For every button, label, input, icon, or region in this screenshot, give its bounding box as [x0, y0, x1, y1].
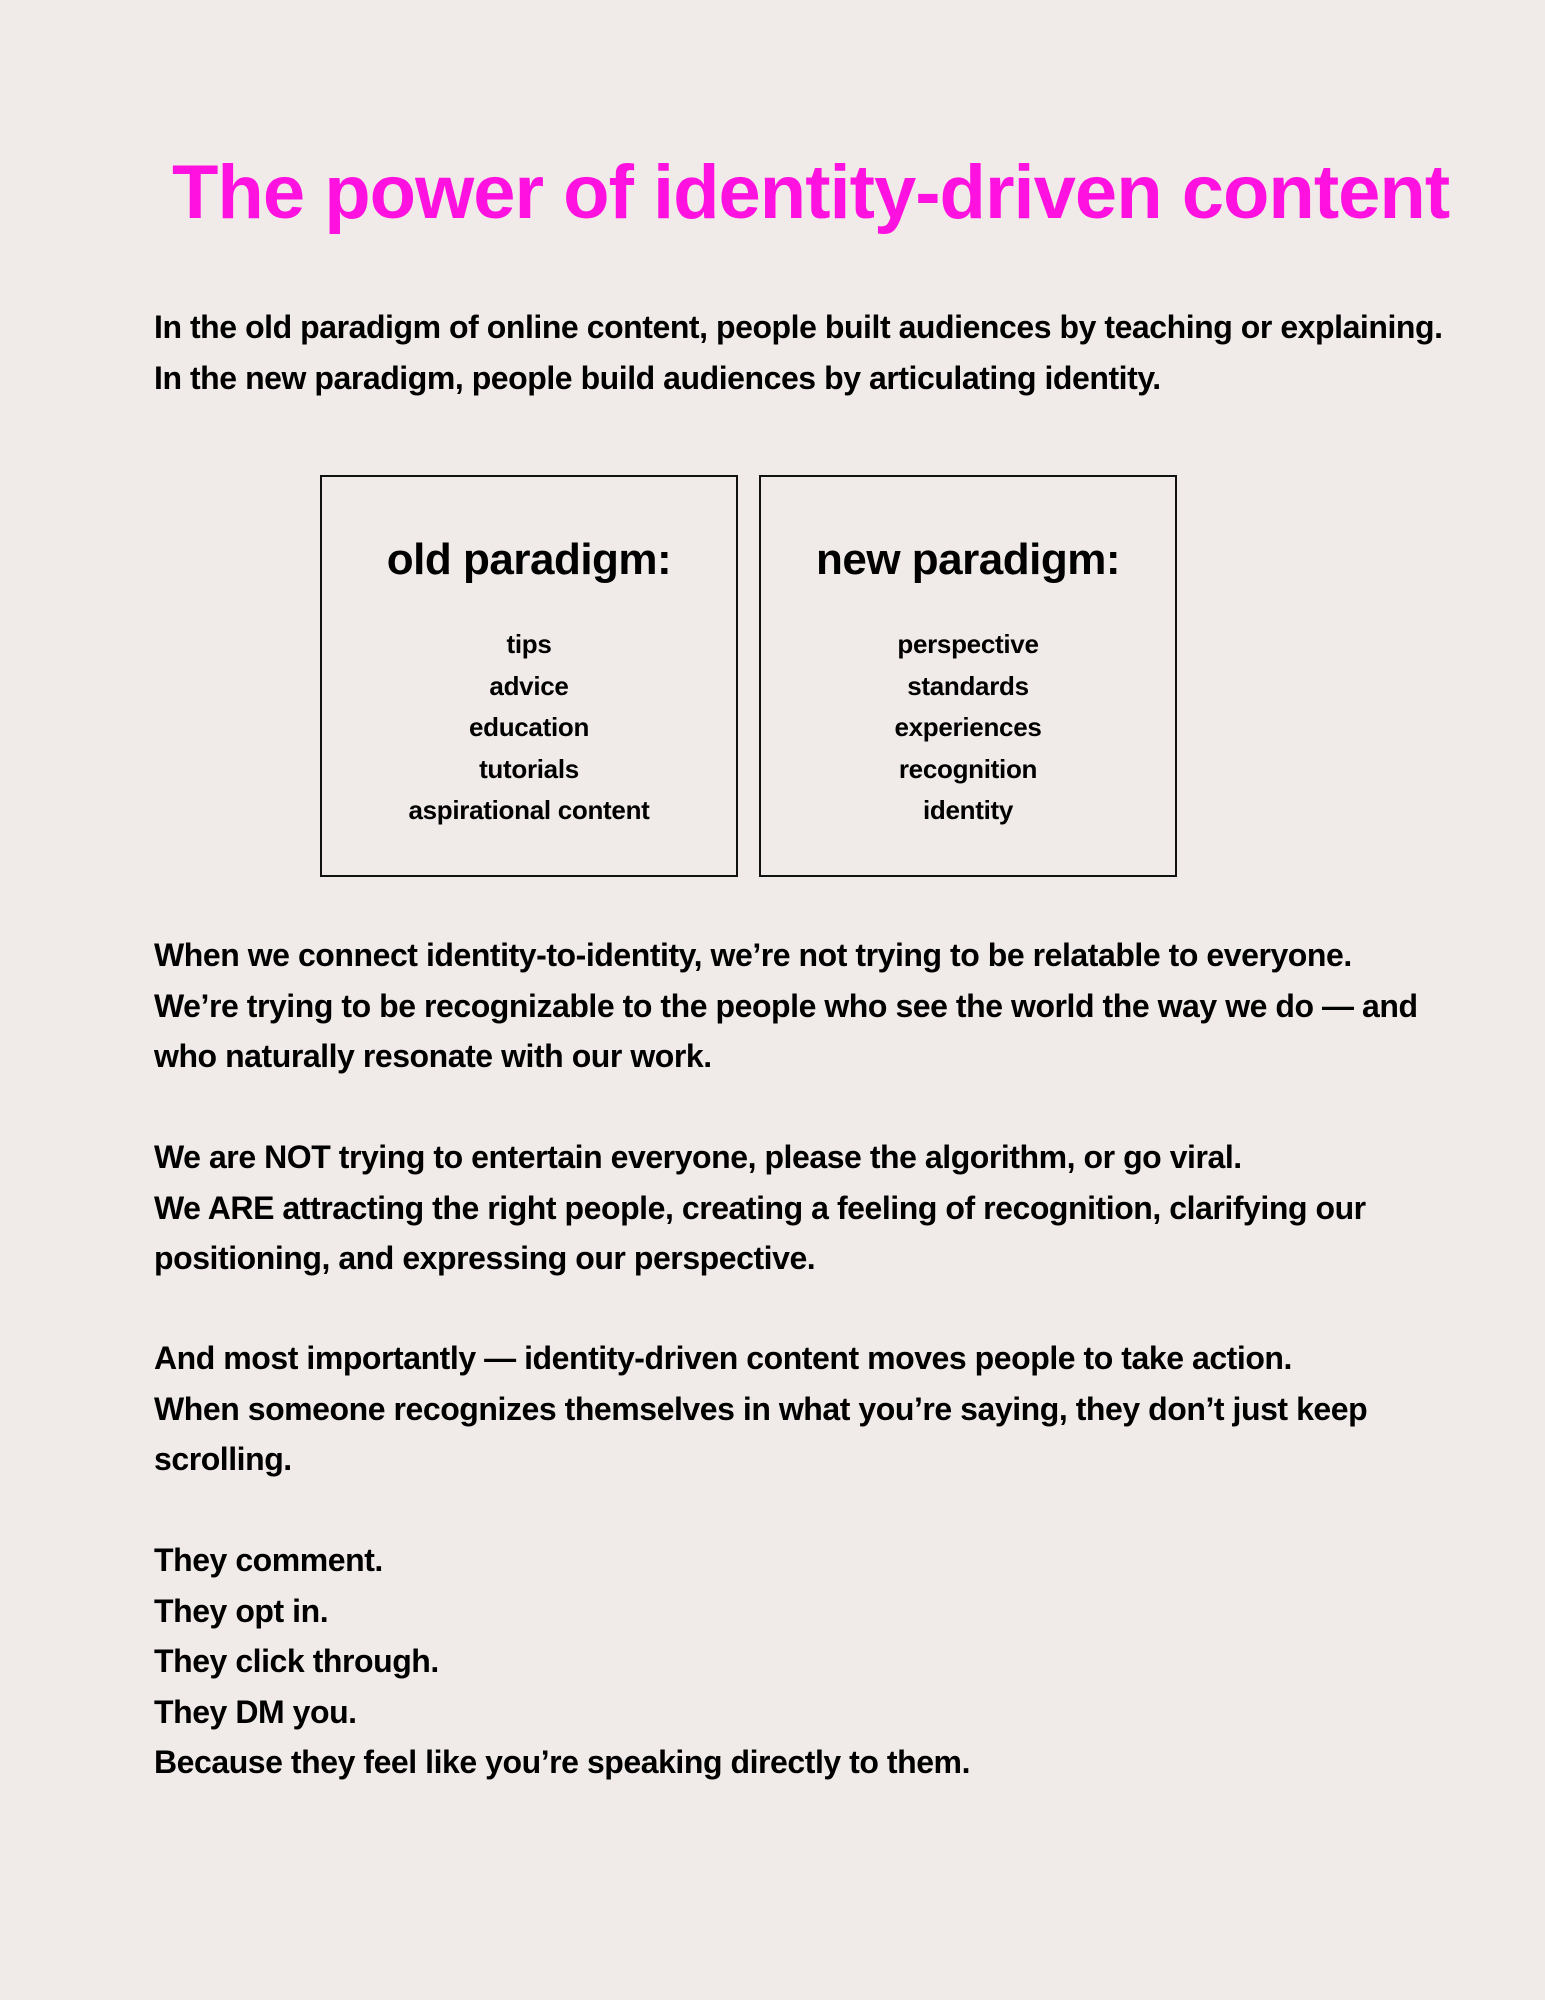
paragraph-line: We ARE attracting the right people, creating a feeling of recognition, clarifying our: [154, 1189, 1366, 1226]
new-paradigm-list: [761, 624, 1175, 832]
paragraph-line: We’re trying to be recognizable to the people who see the world the way we do — and: [154, 987, 1418, 1024]
identity-paragraph: [154, 930, 1434, 1082]
old-paradigm-item: advice: [489, 670, 569, 701]
closing-list: [154, 1535, 1434, 1788]
new-paradigm-box: [759, 475, 1177, 877]
closing-line: They click through.: [154, 1643, 439, 1679]
old-paradigm-heading: old paradigm:: [386, 535, 672, 584]
page-title: The power of identity-driven content: [172, 150, 1450, 235]
paragraph-line: positioning, and expressing our perspective.: [154, 1240, 816, 1276]
new-paradigm-item: experiences: [894, 712, 1042, 742]
paragraph-line: And most importantly — identity-driven content moves people to take action.: [154, 1340, 1292, 1376]
closing-line: They comment.: [154, 1542, 383, 1578]
paragraph-line: We are NOT trying to entertain everyone, please the algorithm, or go viral.: [154, 1139, 1242, 1175]
old-paradigm-item: aspirational content: [408, 795, 650, 825]
old-paradigm-box: [320, 475, 738, 877]
new-paradigm-item: perspective: [897, 629, 1039, 659]
old-paradigm-item: tips: [506, 629, 552, 659]
paragraph-line: When someone recognizes themselves in what you’re saying, they don’t just keep: [154, 1390, 1368, 1427]
new-paradigm-item: standards: [907, 670, 1029, 701]
old-paradigm-item: tutorials: [479, 753, 579, 784]
new-paradigm-heading: new paradigm:: [816, 535, 1120, 584]
closing-line: They opt in.: [154, 1592, 329, 1629]
closing-line: They DM you.: [154, 1693, 357, 1730]
new-paradigm-item: recognition: [898, 753, 1038, 784]
paragraph-line: who naturally resonate with our work.: [154, 1038, 712, 1074]
old-paradigm-list: [322, 624, 736, 832]
paragraph-line: scrolling.: [154, 1441, 292, 1477]
action-paragraph: [154, 1333, 1434, 1485]
intro-text: [154, 302, 1443, 403]
old-paradigm-item: education: [468, 712, 590, 742]
new-paradigm-item: identity: [922, 795, 1014, 825]
intro-line-2: In the new paradigm, people build audiences by articulating identity.: [154, 359, 1161, 396]
intro-line-1: In the old paradigm of online content, people built audiences by teaching or explaining.: [154, 309, 1443, 345]
closing-line: Because they feel like you’re speaking directly to them.: [154, 1744, 971, 1780]
goals-paragraph: [154, 1132, 1434, 1284]
paragraph-line: When we connect identity-to-identity, we’re not trying to be relatable to everyone.: [154, 937, 1352, 973]
